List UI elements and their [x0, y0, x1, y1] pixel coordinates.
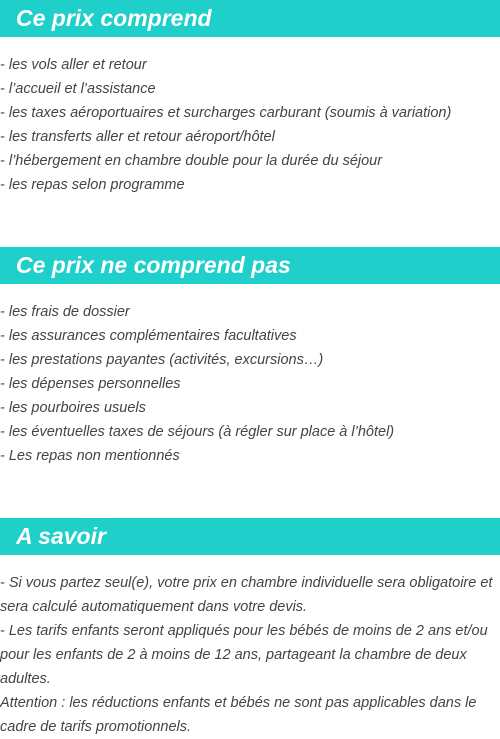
info-paragraph: Attention : les réductions enfants et bébés ne sont pas applicables dans le cadre de tarifs promotionnels.	[0, 695, 477, 735]
not-included-list	[0, 300, 500, 468]
list-item: - les vols aller et retour	[0, 57, 147, 73]
list-item: - les frais de dossier	[0, 304, 130, 320]
list-item: - les transferts aller et retour aéroport/hôtel	[0, 129, 275, 145]
list-item: - les prestations payantes (activités, excursions…)	[0, 352, 324, 368]
good-to-know-text	[0, 571, 500, 739]
section-title-good-to-know: A savoir	[16, 523, 106, 549]
section-title-included: Ce prix comprend	[16, 5, 212, 31]
list-item: - les pourboires usuels	[0, 400, 146, 416]
section-title-not-included: Ce prix ne comprend pas	[16, 252, 291, 278]
list-item: - les assurances complémentaires facultatives	[0, 328, 297, 344]
section-header-not-included	[0, 247, 500, 284]
info-paragraph: - Les tarifs enfants seront appliqués pour les bébés de moins de 2 ans et/ou pour les enfants de 2 à moins de 12 ans, partageant la chambre de deux adultes.	[0, 623, 488, 687]
list-item: - l’accueil et l’assistance	[0, 81, 156, 97]
list-item: - les repas selon programme	[0, 177, 185, 193]
section-header-included	[0, 0, 500, 37]
included-list	[0, 53, 500, 197]
list-item: - l’hébergement en chambre double pour la durée du séjour	[0, 153, 383, 169]
list-item: - les taxes aéroportuaires et surcharges carburant (soumis à variation)	[0, 105, 452, 121]
list-item: - Les repas non mentionnés	[0, 448, 180, 464]
section-header-good-to-know	[0, 518, 500, 555]
list-item: - les dépenses personnelles	[0, 376, 181, 392]
list-item: - les éventuelles taxes de séjours (à régler sur place à l’hôtel)	[0, 424, 395, 440]
info-paragraph: - Si vous partez seul(e), votre prix en chambre individuelle sera obligatoire et sera calculé automatiquement dans votre devis.	[0, 575, 493, 615]
